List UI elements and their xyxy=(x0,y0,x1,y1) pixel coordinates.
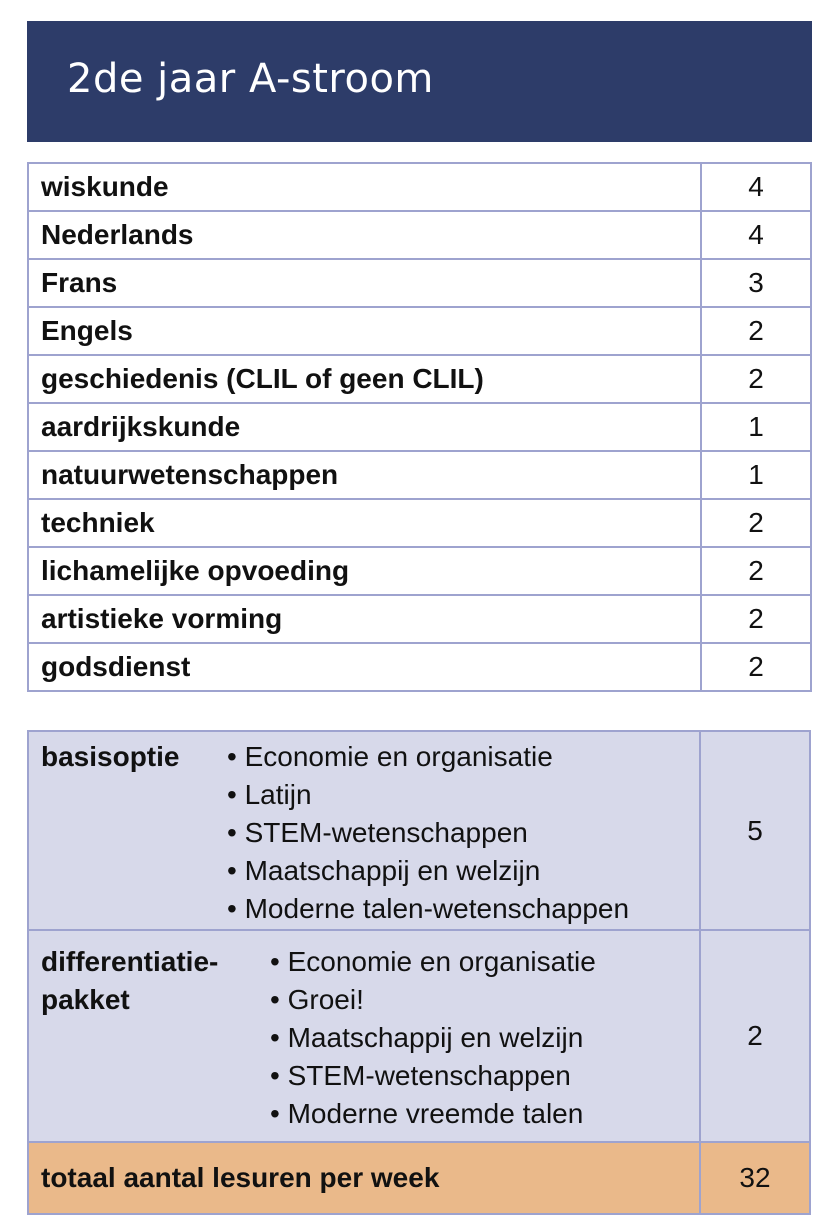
differentiatie-label-line2: pakket xyxy=(41,984,130,1015)
differentiatie-row xyxy=(28,930,810,1142)
basisoptie-label: basisoptie xyxy=(41,741,180,772)
table-row xyxy=(28,355,811,403)
list-item: • Economie en organisatie xyxy=(270,943,596,981)
list-item: • Moderne talen-wetenschappen xyxy=(227,890,629,928)
differentiatie-label-line1: differentiatie- xyxy=(41,946,219,977)
basisoptie-list xyxy=(227,738,629,928)
subject-hours: 2 xyxy=(701,547,811,595)
subject-name: Engels xyxy=(28,307,701,355)
subject-hours: 2 xyxy=(701,595,811,643)
subject-hours: 2 xyxy=(701,355,811,403)
list-item: • Groei! xyxy=(270,981,596,1019)
subject-hours: 3 xyxy=(701,259,811,307)
subject-name: Frans xyxy=(28,259,701,307)
subject-name: natuurwetenschappen xyxy=(28,451,701,499)
table-row xyxy=(28,259,811,307)
subject-name: wiskunde xyxy=(28,163,701,211)
differentiatie-hours: 2 xyxy=(700,930,810,1142)
subject-hours: 2 xyxy=(701,307,811,355)
subject-name: Nederlands xyxy=(28,211,701,259)
subject-name: lichamelijke opvoeding xyxy=(28,547,701,595)
subject-name: artistieke vorming xyxy=(28,595,701,643)
subject-hours: 1 xyxy=(701,403,811,451)
basisoptie-hours: 5 xyxy=(700,731,810,930)
table-row xyxy=(28,403,811,451)
list-item: • Maatschappij en welzijn xyxy=(227,852,629,890)
subject-hours: 4 xyxy=(701,163,811,211)
table-row xyxy=(28,163,811,211)
table-row xyxy=(28,451,811,499)
subject-hours: 1 xyxy=(701,451,811,499)
basisoptie-row xyxy=(28,731,810,930)
subject-hours: 2 xyxy=(701,643,811,691)
total-label: totaal aantal lesuren per week xyxy=(28,1142,700,1214)
total-row xyxy=(28,1142,810,1214)
table-row xyxy=(28,547,811,595)
page-title: 2de jaar A-stroom xyxy=(67,56,434,102)
list-item: • STEM-wetenschappen xyxy=(227,814,629,852)
subject-name: techniek xyxy=(28,499,701,547)
subjects-table xyxy=(27,162,812,692)
table-row xyxy=(28,595,811,643)
differentiatie-list xyxy=(270,943,596,1133)
table-row xyxy=(28,211,811,259)
list-item: • Economie en organisatie xyxy=(227,738,629,776)
table-row xyxy=(28,643,811,691)
subject-hours: 2 xyxy=(701,499,811,547)
total-hours: 32 xyxy=(700,1142,810,1214)
list-item: • Latijn xyxy=(227,776,629,814)
header-banner xyxy=(27,21,812,142)
subject-name: aardrijkskunde xyxy=(28,403,701,451)
differentiatie-label xyxy=(41,943,218,1019)
options-table xyxy=(27,730,811,1215)
basisoptie-cell xyxy=(28,731,700,930)
list-item: • Maatschappij en welzijn xyxy=(270,1019,596,1057)
subject-hours: 4 xyxy=(701,211,811,259)
subject-name: godsdienst xyxy=(28,643,701,691)
list-item: • Moderne vreemde talen xyxy=(270,1095,596,1133)
subject-name: geschiedenis (CLIL of geen CLIL) xyxy=(28,355,701,403)
list-item: • STEM-wetenschappen xyxy=(270,1057,596,1095)
table-row xyxy=(28,499,811,547)
table-row xyxy=(28,307,811,355)
differentiatie-cell xyxy=(28,930,700,1142)
